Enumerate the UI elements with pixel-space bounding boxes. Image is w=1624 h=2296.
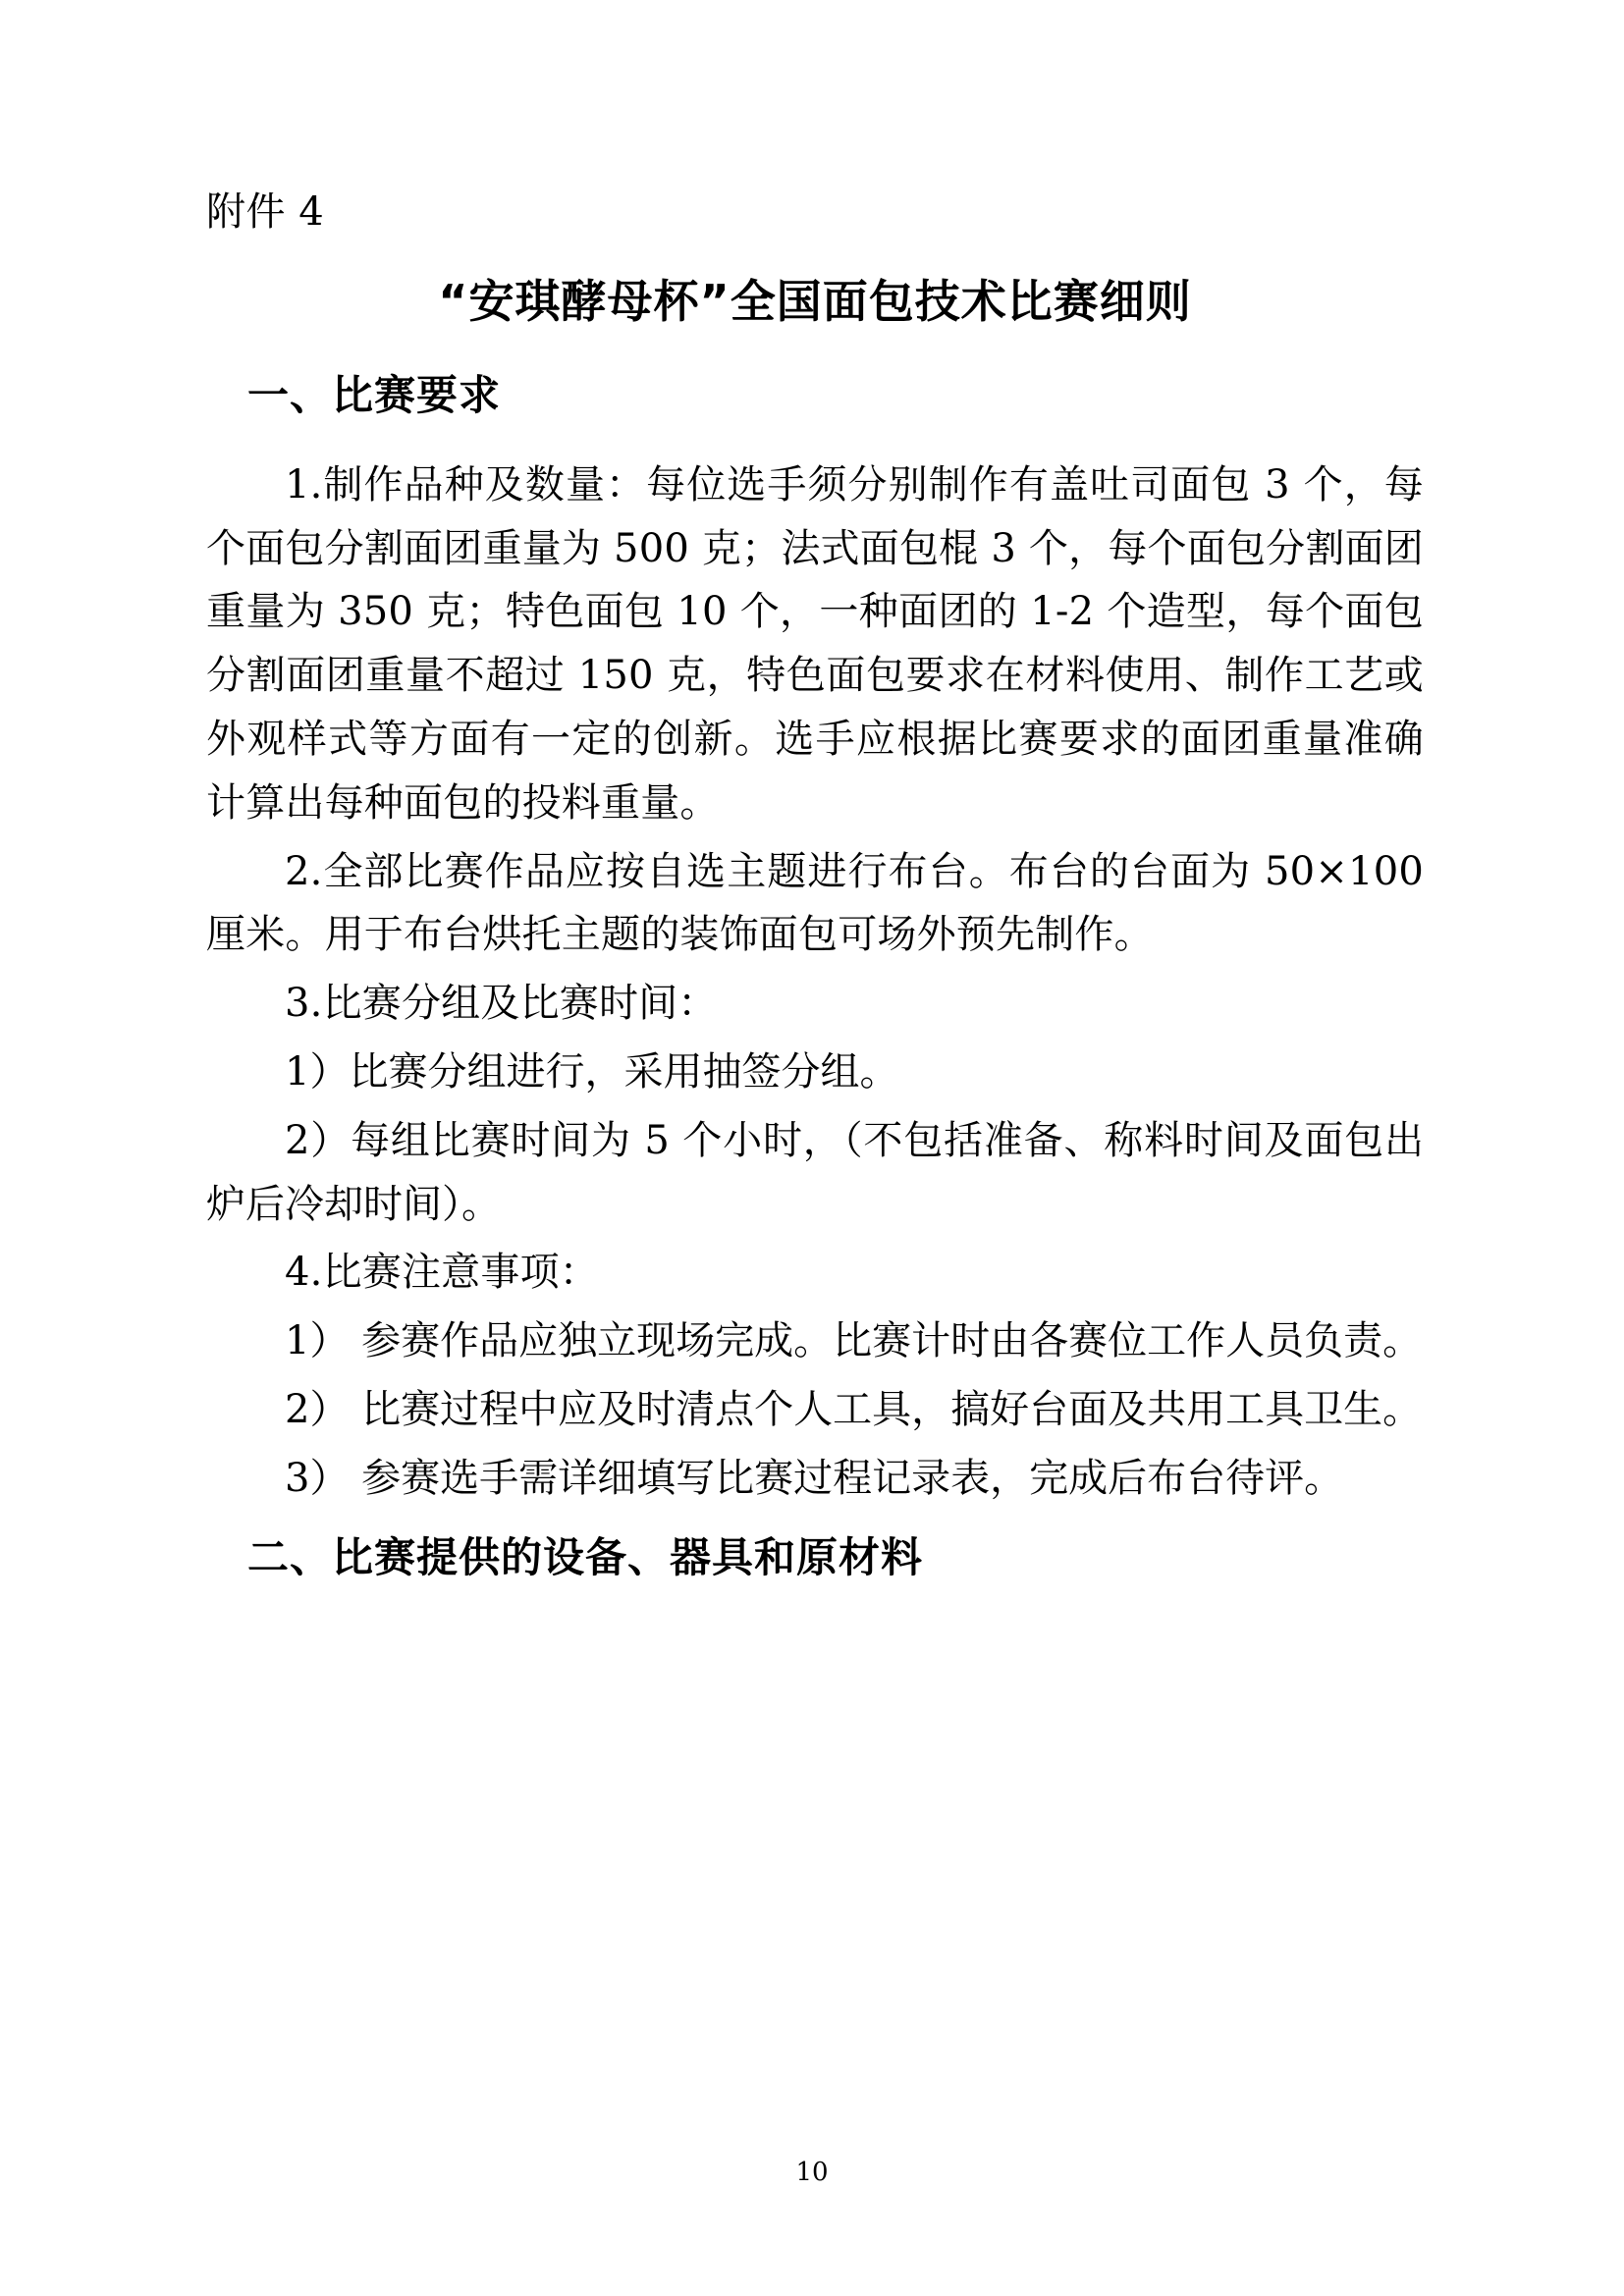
- list-item-time-limit: 2）每组比赛时间为 5 个小时，（不包括准备、称料时间及面包出炉后冷却时间）。: [206, 1117, 1424, 1227]
- page-number: 10: [795, 2158, 829, 2187]
- section-heading-equipment: 二、比赛提供的设备、器具和原材料: [247, 1532, 924, 1581]
- list-item-grouping-draw: 1）比赛分组进行，采用抽签分组。: [285, 1049, 899, 1095]
- attachment-label: 附件 4: [206, 189, 325, 235]
- list-item-tool-hygiene: 2） 比赛过程中应及时清点个人工具，搞好台面及共用工具卫生。: [285, 1387, 1423, 1433]
- list-item-record-form: 3） 参赛选手需详细填写比赛过程记录表，完成后布台待评。: [285, 1455, 1344, 1501]
- paragraph-product-types: 1.制作品种及数量：每位选手须分别制作有盖吐司面包 3 个，每个面包分割面团重量为 500 克；法式面包棍 3 个，每个面包分割面团重量为 350 克；特色面包 10 个，一种面团的 1-2 个造型，每个面包分割面团重量不超过 150 克，特色面包要求在材料使用、制作工艺或外观样式等方面有一定的创新。选手应根据比赛要求的面团重量准确计算出每种面包的投料重量。: [206, 461, 1424, 826]
- paragraph-notes-heading: 4.比赛注意事项：: [285, 1250, 599, 1296]
- list-item-independent-work: 1） 参赛作品应独立现场完成。比赛计时由各赛位工作人员负责。: [285, 1318, 1423, 1364]
- page-title: “安琪酵母杯”全国面包技术比赛细则: [438, 275, 1192, 328]
- section-heading-requirements: 一、比赛要求: [247, 371, 502, 420]
- paragraph-grouping-and-time: 3.比赛分组及比赛时间：: [285, 981, 718, 1027]
- paragraph-display-table: 2.全部比赛作品应按自选主题进行布台。布台的台面为 50×100 厘米。用于布台烘托主题的装饰面包可场外预先制作。: [206, 848, 1424, 958]
- document-body: [206, 189, 1424, 1585]
